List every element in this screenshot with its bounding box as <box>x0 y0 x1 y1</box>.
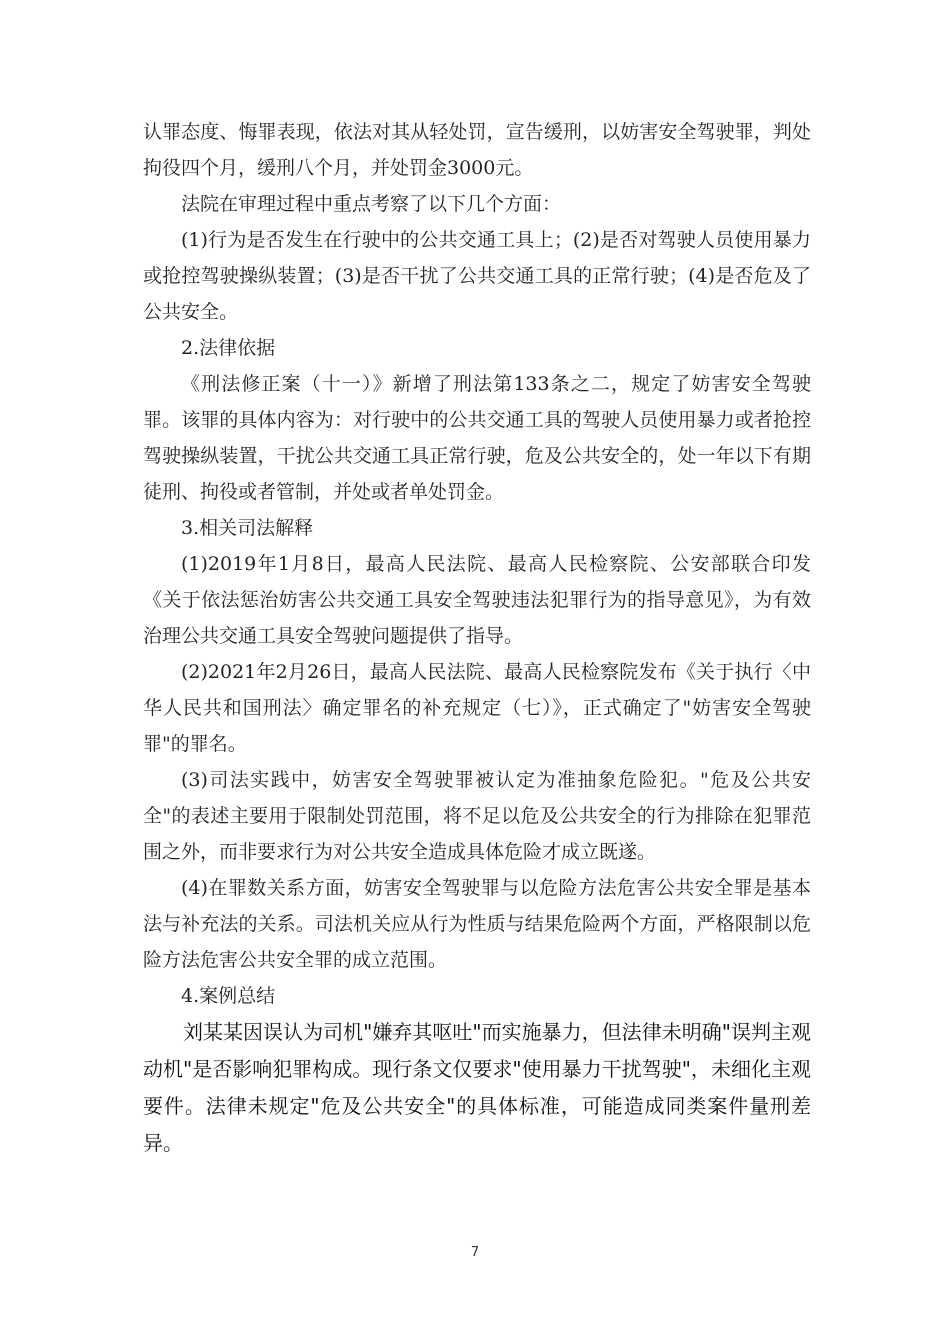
paragraph-review-points: (1)行为是否发生在行驶中的公共交通工具上；(2)是否对驾驶人员使用暴力或抢控驾驶操纵装置；(3)是否干扰了公共交通工具的正常行驶；(4)是否危及了公共安全。 <box>143 229 811 323</box>
paragraph-interpretation-1: (1)2019年1月8日，最高人民法院、最高人民检察院、公安部联合印发《关于依法惩治妨害公共交通工具安全驾驶违法犯罪行为的指导意见》，为有效治理公共交通工具安全驾驶问题提供了指导。 <box>143 553 811 647</box>
section-heading-legal-basis: 2.法律依据 <box>181 337 276 359</box>
section-heading-judicial-interpretation: 3.相关司法解释 <box>181 517 314 539</box>
page-number: 7 <box>470 1245 480 1260</box>
paragraph-court-review-intro: 法院在审理过程中重点考察了以下几个方面： <box>181 193 562 215</box>
paragraph-sentence-continuation: 认罪态度、悔罪表现，依法对其从轻处罚，宣告缓刑，以妨害安全驾驶罪，判处拘役四个月，缓刑八个月，并处罚金3000元。 <box>143 121 811 179</box>
paragraph-interpretation-3: (3)司法实践中，妨害安全驾驶罪被认定为准抽象危险犯。"危及公共安全"的表述主要用于限制处罚范围，将不足以危及公共安全的行为排除在犯罪范围之外，而非要求行为对公共安全造成具体危险才成立既遂。 <box>143 769 811 863</box>
paragraph-legal-basis: 《刑法修正案（十一）》新增了刑法第133条之二，规定了妨害安全驾驶罪。该罪的具体内容为：对行驶中的公共交通工具的驾驶人员使用暴力或者抢控驾驶操纵装置，干扰公共交通工具正常行驶，危及公共安全的，处一年以下有期徒刑、拘役或者管制，并处或者单处罚金。 <box>143 373 811 503</box>
paragraph-interpretation-4: (4)在罪数关系方面，妨害安全驾驶罪与以危险方法危害公共安全罪是基本法与补充法的关系。司法机关应从行为性质与结果危险两个方面，严格限制以危险方法危害公共安全罪的成立范围。 <box>143 877 811 971</box>
paragraph-interpretation-2: (2)2021年2月26日，最高人民法院、最高人民检察院发布《关于执行〈中华人民共和国刑法〉确定罪名的补充规定（七）》，正式确定了"妨害安全驾驶罪"的罪名。 <box>143 661 811 755</box>
section-heading-case-summary: 4.案例总结 <box>181 985 276 1007</box>
paragraph-case-summary: 刘某某因误认为司机"嫌弃其呕吐"而实施暴力，但法律未明确"误判主观动机"是否影响犯罪构成。现行条文仅要求"使用暴力干扰驾驶"，未细化主观要件。法律未规定"危及公共安全"的具体标准，可能造成同类案件量刑差异。 <box>143 1020 811 1155</box>
page-body <box>143 114 811 1162</box>
